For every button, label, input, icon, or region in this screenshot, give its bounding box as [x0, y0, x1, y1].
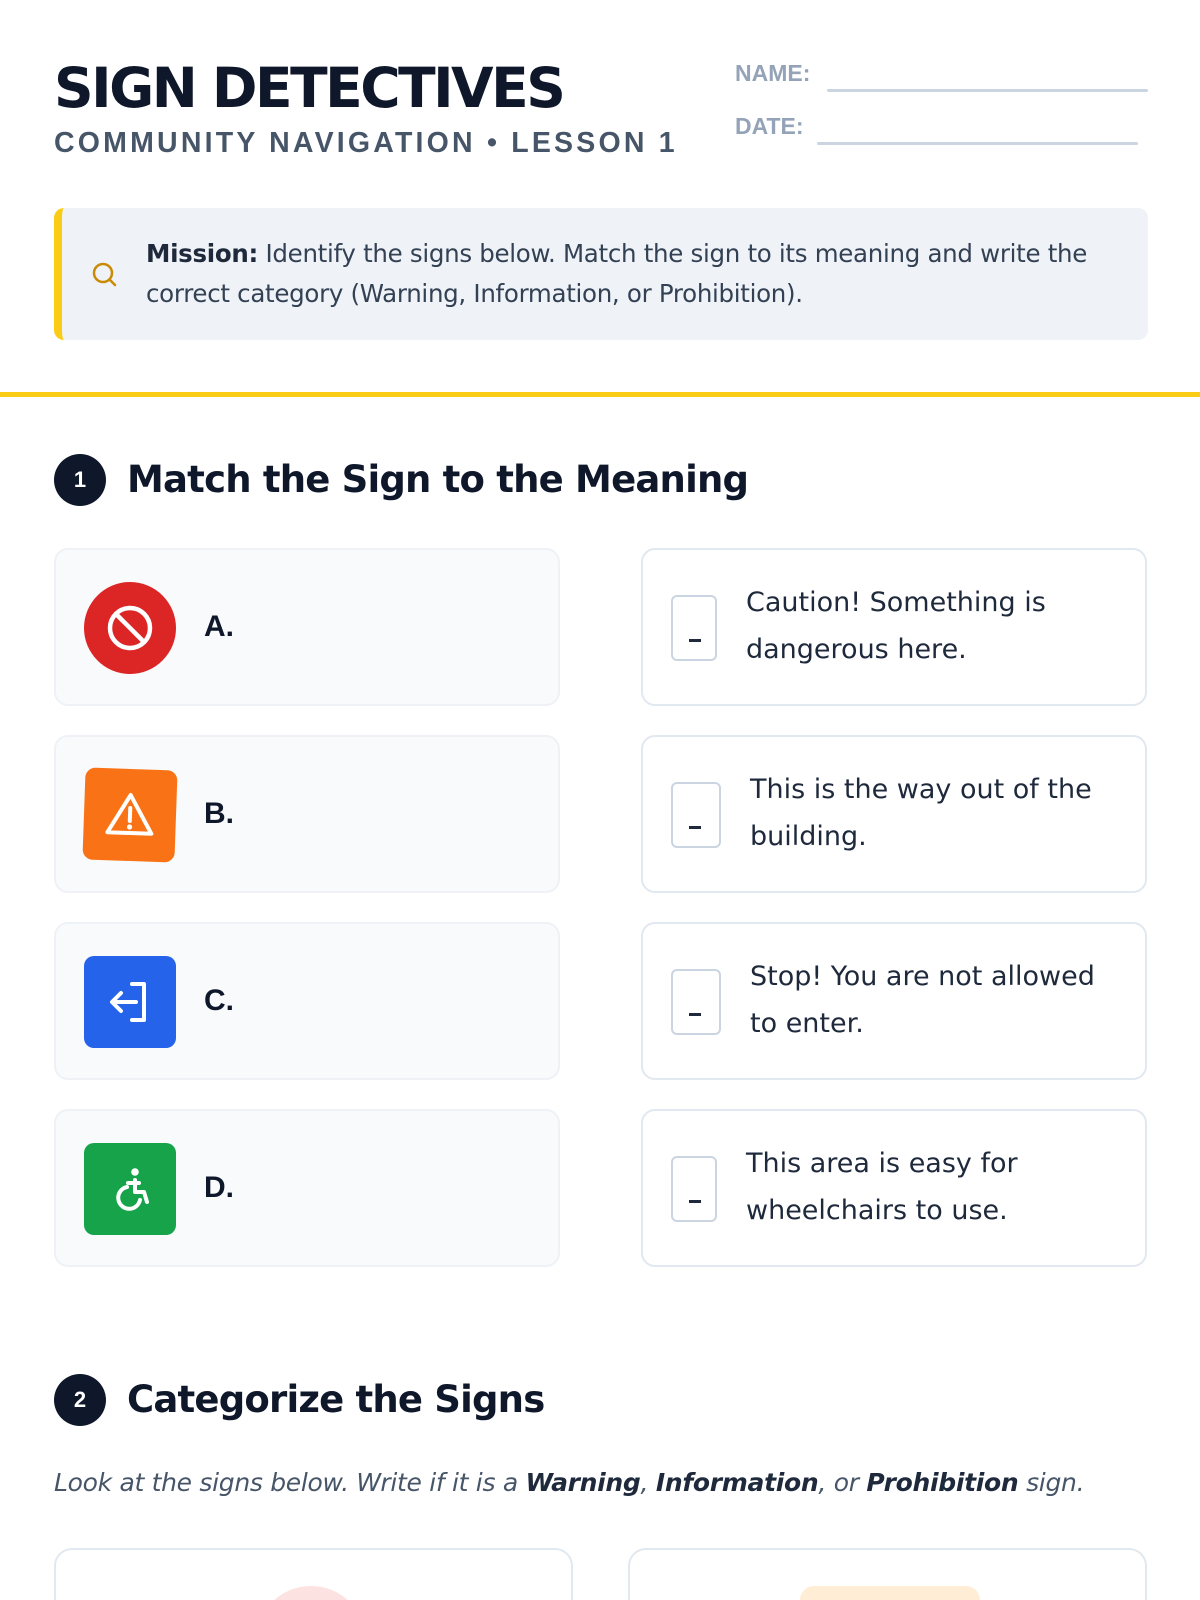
warning-icon [800, 1586, 980, 1600]
section-title: Categorize the Signs [127, 1378, 545, 1421]
date-label: DATE: [735, 113, 804, 139]
meaning-text: Caution! Something is dangerous here. [746, 587, 1046, 665]
category-warning: Warning [525, 1468, 641, 1497]
warning-icon [82, 767, 177, 862]
answer-box[interactable] [671, 782, 721, 848]
sign-letter: C. [204, 984, 234, 1017]
mission-body: Identify the signs below. Match the sign to its meaning and write the correct category (Warning, Information, or Prohibition). [146, 239, 1088, 308]
name-field[interactable] [827, 89, 1148, 92]
instruction-separator: , [640, 1468, 656, 1497]
sign-card-d [54, 1109, 560, 1267]
mission-callout [54, 208, 1148, 340]
category-card [628, 1548, 1147, 1600]
category-information: Information [655, 1468, 819, 1497]
meaning-card [641, 735, 1147, 893]
page-subtitle: COMMUNITY NAVIGATION • LESSON 1 [54, 127, 678, 159]
wheelchair-icon [84, 1143, 176, 1235]
sign-card-a [54, 548, 560, 706]
section-number-badge: 1 [54, 454, 106, 506]
instruction-text: sign. [1018, 1468, 1085, 1497]
name-label: NAME: [735, 60, 811, 86]
section-2-instructions [54, 1468, 1084, 1497]
section-title: Match the Sign to the Meaning [127, 458, 749, 501]
mission-label: Mission: [146, 239, 259, 268]
meaning-card [641, 548, 1147, 706]
answer-box[interactable] [671, 969, 721, 1035]
worksheet-header [54, 56, 1148, 166]
section-number-badge: 2 [54, 1374, 106, 1426]
search-icon [90, 260, 120, 290]
answer-box[interactable] [671, 1156, 717, 1222]
instruction-separator: , or [818, 1468, 867, 1497]
mission-text [146, 234, 1106, 314]
date-field[interactable] [817, 142, 1138, 145]
sign-letter: B. [204, 797, 234, 830]
prohibited-icon [256, 1586, 366, 1600]
meaning-card [641, 922, 1147, 1080]
meaning-text: Stop! You are not allowed to enter. [750, 961, 1095, 1039]
category-prohibition: Prohibition [866, 1468, 1019, 1497]
sign-letter: A. [204, 610, 234, 643]
sign-letter: D. [204, 1171, 234, 1204]
answer-box[interactable] [671, 595, 717, 661]
category-card [54, 1548, 573, 1600]
instruction-text: Look at the signs below. Write if it is a [54, 1468, 526, 1497]
sign-card-c [54, 922, 560, 1080]
meaning-text: This area is easy for wheelchairs to use. [746, 1148, 1018, 1226]
exit-icon [84, 956, 176, 1048]
section-divider [0, 392, 1200, 397]
prohibited-icon [84, 582, 176, 674]
meaning-text: This is the way out of the building. [750, 774, 1092, 852]
sign-card-b [54, 735, 560, 893]
page-title: SIGN DETECTIVES [54, 56, 564, 120]
meaning-card [641, 1109, 1147, 1267]
